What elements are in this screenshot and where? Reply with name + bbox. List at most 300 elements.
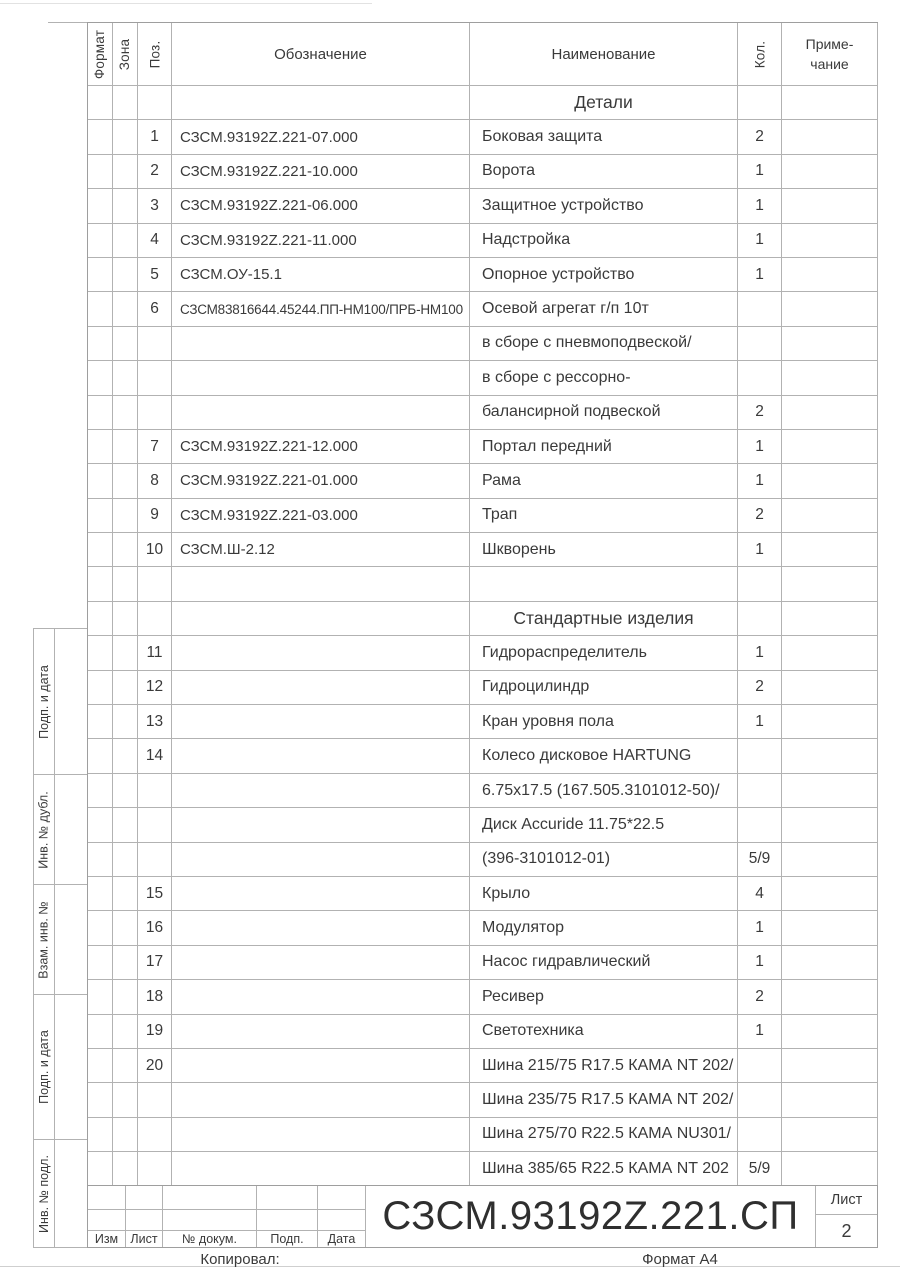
cell-name: Трап bbox=[470, 499, 738, 533]
cell-note bbox=[782, 980, 878, 1014]
cell-designation: СЗСМ.Ш-2.12 bbox=[172, 533, 470, 567]
cell-designation bbox=[172, 86, 470, 120]
cell-zone bbox=[113, 189, 138, 223]
cell-note bbox=[782, 636, 878, 670]
table-row bbox=[88, 430, 878, 464]
format-label: Формат А4 bbox=[642, 1251, 718, 1268]
strip-label-cell bbox=[34, 629, 55, 774]
cell-pos: 12 bbox=[138, 671, 172, 705]
cell-designation: СЗСМ.93192Z.221-03.000 bbox=[172, 499, 470, 533]
header-designation-label: Обозначение bbox=[274, 45, 367, 63]
cell-zone bbox=[113, 86, 138, 120]
table-row bbox=[88, 808, 878, 842]
table-row bbox=[88, 327, 878, 361]
cell-zone bbox=[113, 843, 138, 877]
cell-note bbox=[782, 739, 878, 773]
cell-note bbox=[782, 396, 878, 430]
cell-qty bbox=[738, 1118, 782, 1152]
cell-format bbox=[88, 120, 113, 154]
cell-name: 6.75x17.5 (167.505.3101012-50)/ bbox=[470, 774, 738, 808]
cell-format bbox=[88, 189, 113, 223]
cell-zone bbox=[113, 361, 138, 395]
section-header-row bbox=[88, 602, 878, 636]
header-format-label: Формат bbox=[92, 29, 108, 79]
cell-designation bbox=[172, 327, 470, 361]
header-pos bbox=[138, 23, 172, 86]
header-note-line1: Приме- bbox=[805, 35, 854, 52]
cell-zone bbox=[113, 1083, 138, 1117]
cell-zone bbox=[113, 430, 138, 464]
strip-empty-cell bbox=[55, 629, 87, 774]
header-zone bbox=[113, 23, 138, 86]
cell-designation bbox=[172, 705, 470, 739]
cell-note bbox=[782, 155, 878, 189]
cell-name: Портал передний bbox=[470, 430, 738, 464]
cell-designation bbox=[172, 1152, 470, 1186]
cell-zone bbox=[113, 120, 138, 154]
strip-label-text: Инв. № подл. bbox=[37, 1154, 51, 1233]
cell-pos: 5 bbox=[138, 258, 172, 292]
cell-qty: 4 bbox=[738, 877, 782, 911]
cell-qty bbox=[738, 86, 782, 120]
cell-qty: 1 bbox=[738, 224, 782, 258]
strip-box-inv-n-dubl bbox=[34, 775, 87, 885]
revision-cell bbox=[126, 1186, 163, 1210]
cell-designation: СЗСМ83816644.45244.ПП-НМ100/ПРБ-НМ100 bbox=[172, 292, 470, 326]
cell-name: Шина 215/75 R17.5 КАМА NT 202/ bbox=[470, 1049, 738, 1083]
table-top-border-stub bbox=[48, 22, 87, 23]
cell-qty: 1 bbox=[738, 533, 782, 567]
cell-designation bbox=[172, 1049, 470, 1083]
cell-pos: 1 bbox=[138, 120, 172, 154]
cell-note bbox=[782, 705, 878, 739]
cell-note bbox=[782, 1152, 878, 1186]
cell-designation bbox=[172, 980, 470, 1014]
cell-format bbox=[88, 327, 113, 361]
table-row bbox=[88, 980, 878, 1014]
cell-name: в сборе с пневмоподвеской/ bbox=[470, 327, 738, 361]
cell-name: Боковая защита bbox=[470, 120, 738, 154]
column-label-n-dokum: № докум. bbox=[163, 1231, 257, 1247]
table-row bbox=[88, 636, 878, 670]
table-row bbox=[88, 499, 878, 533]
cell-note bbox=[782, 911, 878, 945]
cell-name: Надстройка bbox=[470, 224, 738, 258]
column-label-list: Лист bbox=[126, 1231, 163, 1247]
copied-by-label: Копировал: bbox=[200, 1251, 280, 1268]
cell-note bbox=[782, 808, 878, 842]
cell-name: Колесо дисковое HARTUNG bbox=[470, 739, 738, 773]
cell-note bbox=[782, 292, 878, 326]
cell-zone bbox=[113, 774, 138, 808]
cell-zone bbox=[113, 980, 138, 1014]
cell-format bbox=[88, 602, 113, 636]
cell-designation bbox=[172, 1015, 470, 1049]
cell-format bbox=[88, 396, 113, 430]
table-row bbox=[88, 292, 878, 326]
cell-pos bbox=[138, 602, 172, 636]
cell-designation: СЗСМ.93192Z.221-12.000 bbox=[172, 430, 470, 464]
cell-name: (396-3101012-01) bbox=[470, 843, 738, 877]
strip-box-inv-n-podl bbox=[34, 1140, 87, 1247]
cell-pos: 2 bbox=[138, 155, 172, 189]
cell-pos: 8 bbox=[138, 464, 172, 498]
cell-format bbox=[88, 258, 113, 292]
cell-note bbox=[782, 327, 878, 361]
revision-cell bbox=[257, 1210, 318, 1231]
cell-qty: 1 bbox=[738, 155, 782, 189]
strip-label-text: Подп. и дата bbox=[37, 664, 52, 739]
cell-designation: СЗСМ.93192Z.221-06.000 bbox=[172, 189, 470, 223]
cell-pos bbox=[138, 567, 172, 601]
header-qty-label: Кол. bbox=[751, 40, 767, 68]
cell-name: Диск Accuride 11.75*22.5 bbox=[470, 808, 738, 842]
table-row bbox=[88, 1015, 878, 1049]
cell-zone bbox=[113, 602, 138, 636]
cell-note bbox=[782, 1083, 878, 1117]
revision-cell bbox=[257, 1186, 318, 1210]
header-name bbox=[470, 23, 738, 86]
cell-zone bbox=[113, 464, 138, 498]
cell-designation bbox=[172, 602, 470, 636]
cell-designation: СЗСМ.93192Z.221-10.000 bbox=[172, 155, 470, 189]
cell-name: Шина 275/70 R22.5 КАМА NU301/ bbox=[470, 1118, 738, 1152]
table-row bbox=[88, 1083, 878, 1117]
cell-note bbox=[782, 843, 878, 877]
cell-qty: 1 bbox=[738, 189, 782, 223]
cell-zone bbox=[113, 292, 138, 326]
cell-zone bbox=[113, 1049, 138, 1083]
cell-format bbox=[88, 843, 113, 877]
cell-name: Ресивер bbox=[470, 980, 738, 1014]
cell-pos: 6 bbox=[138, 292, 172, 326]
cell-format bbox=[88, 499, 113, 533]
cell-pos: 20 bbox=[138, 1049, 172, 1083]
cell-qty bbox=[738, 361, 782, 395]
strip-empty-cell bbox=[55, 775, 87, 884]
cell-qty: 1 bbox=[738, 911, 782, 945]
cell-zone bbox=[113, 499, 138, 533]
cell-qty: 1 bbox=[738, 430, 782, 464]
cell-designation bbox=[172, 843, 470, 877]
cell-qty: 1 bbox=[738, 1015, 782, 1049]
cell-pos bbox=[138, 808, 172, 842]
cell-note bbox=[782, 1118, 878, 1152]
cell-pos: 16 bbox=[138, 911, 172, 945]
cell-zone bbox=[113, 739, 138, 773]
table-row bbox=[88, 396, 878, 430]
cell-designation bbox=[172, 567, 470, 601]
strip-label-cell bbox=[34, 775, 55, 884]
cell-designation bbox=[172, 808, 470, 842]
cell-name: Светотехника bbox=[470, 1015, 738, 1049]
page-edge-artifact-top bbox=[0, 3, 372, 4]
revision-cell bbox=[318, 1186, 366, 1210]
cell-zone bbox=[113, 567, 138, 601]
cell-designation bbox=[172, 877, 470, 911]
cell-pos: 18 bbox=[138, 980, 172, 1014]
cell-note bbox=[782, 224, 878, 258]
cell-designation: СЗСМ.93192Z.221-01.000 bbox=[172, 464, 470, 498]
table-row bbox=[88, 567, 878, 601]
cell-qty: 2 bbox=[738, 120, 782, 154]
cell-designation bbox=[172, 739, 470, 773]
cell-name: Модулятор bbox=[470, 911, 738, 945]
cell-qty bbox=[738, 808, 782, 842]
cell-zone bbox=[113, 1015, 138, 1049]
cell-zone bbox=[113, 671, 138, 705]
cell-format bbox=[88, 1015, 113, 1049]
cell-designation bbox=[172, 396, 470, 430]
cell-format bbox=[88, 533, 113, 567]
column-label-izm: Изм bbox=[88, 1231, 126, 1247]
cell-format bbox=[88, 739, 113, 773]
spec-table bbox=[87, 22, 878, 1187]
cell-designation bbox=[172, 1118, 470, 1152]
cell-designation bbox=[172, 361, 470, 395]
cell-zone bbox=[113, 808, 138, 842]
column-label-data: Дата bbox=[318, 1231, 366, 1247]
header-note-label bbox=[806, 34, 854, 75]
table-row bbox=[88, 155, 878, 189]
table-row bbox=[88, 877, 878, 911]
cell-pos bbox=[138, 843, 172, 877]
cell-pos: 11 bbox=[138, 636, 172, 670]
cell-zone bbox=[113, 327, 138, 361]
spec-table-body bbox=[88, 86, 878, 1187]
cell-pos bbox=[138, 1152, 172, 1186]
cell-note bbox=[782, 430, 878, 464]
cell-format bbox=[88, 224, 113, 258]
spec-table-header bbox=[88, 23, 878, 86]
table-row bbox=[88, 946, 878, 980]
cell-zone bbox=[113, 705, 138, 739]
cell-note bbox=[782, 499, 878, 533]
cell-name: Шкворень bbox=[470, 533, 738, 567]
cell-qty: 2 bbox=[738, 980, 782, 1014]
cell-qty bbox=[738, 602, 782, 636]
table-row bbox=[88, 774, 878, 808]
cell-note bbox=[782, 774, 878, 808]
section-header-row bbox=[88, 86, 878, 120]
cell-zone bbox=[113, 636, 138, 670]
cell-zone bbox=[113, 533, 138, 567]
cell-zone bbox=[113, 877, 138, 911]
cell-pos: 10 bbox=[138, 533, 172, 567]
cell-pos: 3 bbox=[138, 189, 172, 223]
strip-box-vzam-inv-n bbox=[34, 885, 87, 995]
cell-format bbox=[88, 808, 113, 842]
cell-pos: 13 bbox=[138, 705, 172, 739]
cell-note bbox=[782, 946, 878, 980]
cell-format bbox=[88, 292, 113, 326]
cell-note bbox=[782, 258, 878, 292]
sheet-number: 2 bbox=[841, 1220, 852, 1241]
cell-format bbox=[88, 361, 113, 395]
header-name-label: Наименование bbox=[551, 45, 656, 63]
cell-zone bbox=[113, 946, 138, 980]
cell-note bbox=[782, 533, 878, 567]
cell-name: балансирной подвеской bbox=[470, 396, 738, 430]
document-number: СЗСМ.93192Z.221.СП bbox=[366, 1186, 816, 1247]
cell-pos bbox=[138, 1118, 172, 1152]
cell-format bbox=[88, 774, 113, 808]
cell-name bbox=[470, 567, 738, 601]
header-zone-label: Зона bbox=[117, 38, 133, 70]
cell-format bbox=[88, 430, 113, 464]
cell-zone bbox=[113, 155, 138, 189]
header-qty bbox=[738, 23, 782, 86]
cell-qty bbox=[738, 567, 782, 601]
cell-format bbox=[88, 86, 113, 120]
header-designation bbox=[172, 23, 470, 86]
cell-format bbox=[88, 636, 113, 670]
cell-pos bbox=[138, 1083, 172, 1117]
cell-zone bbox=[113, 1152, 138, 1186]
cell-note bbox=[782, 189, 878, 223]
cell-zone bbox=[113, 1118, 138, 1152]
cell-qty: 1 bbox=[738, 464, 782, 498]
table-row bbox=[88, 705, 878, 739]
cell-designation: СЗСМ.93192Z.221-11.000 bbox=[172, 224, 470, 258]
cell-designation bbox=[172, 946, 470, 980]
cell-pos: 9 bbox=[138, 499, 172, 533]
cell-pos: 19 bbox=[138, 1015, 172, 1049]
cell-name: Осевой агрегат г/п 10т bbox=[470, 292, 738, 326]
cell-format bbox=[88, 911, 113, 945]
cell-pos: 14 bbox=[138, 739, 172, 773]
cell-qty bbox=[738, 327, 782, 361]
strip-box-podp-i-data-2 bbox=[34, 995, 87, 1140]
cell-format bbox=[88, 155, 113, 189]
cell-designation bbox=[172, 636, 470, 670]
revision-cell bbox=[163, 1210, 257, 1231]
cell-note bbox=[782, 361, 878, 395]
table-row bbox=[88, 224, 878, 258]
cell-format bbox=[88, 1049, 113, 1083]
cell-format bbox=[88, 946, 113, 980]
strip-empty-cell bbox=[55, 995, 87, 1139]
strip-label-text: Взам. инв. № bbox=[37, 900, 52, 979]
cell-qty: 1 bbox=[738, 258, 782, 292]
left-attribute-strip bbox=[33, 628, 88, 1248]
cell-qty: 5/9 bbox=[738, 843, 782, 877]
cell-designation bbox=[172, 911, 470, 945]
cell-qty: 2 bbox=[738, 499, 782, 533]
revision-cell bbox=[88, 1210, 126, 1231]
cell-note bbox=[782, 602, 878, 636]
cell-pos bbox=[138, 396, 172, 430]
cell-qty: 1 bbox=[738, 636, 782, 670]
cell-format bbox=[88, 567, 113, 601]
cell-name: Детали bbox=[470, 86, 738, 120]
cell-designation bbox=[172, 1083, 470, 1117]
header-note-line2: чание bbox=[810, 56, 849, 72]
table-row bbox=[88, 533, 878, 567]
table-row bbox=[88, 739, 878, 773]
strip-label-cell bbox=[34, 885, 55, 994]
cell-name: Кран уровня пола bbox=[470, 705, 738, 739]
cell-qty bbox=[738, 292, 782, 326]
revision-cell bbox=[88, 1186, 126, 1210]
cell-pos bbox=[138, 86, 172, 120]
revision-cell bbox=[318, 1210, 366, 1231]
sheet-cell bbox=[816, 1186, 877, 1247]
header-pos-label: Поз. bbox=[147, 40, 162, 68]
cell-qty: 5/9 bbox=[738, 1152, 782, 1186]
cell-designation bbox=[172, 774, 470, 808]
strip-empty-cell bbox=[55, 1140, 87, 1247]
cell-pos bbox=[138, 774, 172, 808]
cell-qty bbox=[738, 1083, 782, 1117]
cell-format bbox=[88, 1152, 113, 1186]
strip-label-cell bbox=[34, 995, 55, 1139]
cell-pos: 4 bbox=[138, 224, 172, 258]
strip-label-cell bbox=[34, 1140, 55, 1247]
sheet-label: Лист bbox=[816, 1186, 877, 1215]
cell-name: Крыло bbox=[470, 877, 738, 911]
cell-note bbox=[782, 671, 878, 705]
cell-qty bbox=[738, 1049, 782, 1083]
cell-note bbox=[782, 1015, 878, 1049]
cell-qty bbox=[738, 739, 782, 773]
strip-label-text: Подп. и дата bbox=[37, 1030, 52, 1104]
table-row bbox=[88, 1118, 878, 1152]
column-label-podp: Подп. bbox=[257, 1231, 318, 1247]
cell-note bbox=[782, 464, 878, 498]
header-note bbox=[782, 23, 878, 86]
cell-name: Шина 235/75 R17.5 КАМА NT 202/ bbox=[470, 1083, 738, 1117]
cell-qty: 2 bbox=[738, 396, 782, 430]
cell-name: в сборе с рессорно- bbox=[470, 361, 738, 395]
strip-label-text: Инв. № дубл. bbox=[37, 790, 51, 869]
cell-note bbox=[782, 877, 878, 911]
strip-box-podp-i-data-1 bbox=[34, 629, 87, 775]
cell-qty bbox=[738, 774, 782, 808]
table-row bbox=[88, 843, 878, 877]
cell-designation bbox=[172, 671, 470, 705]
cell-name: Стандартные изделия bbox=[470, 602, 738, 636]
cell-designation: СЗСМ.93192Z.221-07.000 bbox=[172, 120, 470, 154]
cell-designation: СЗСМ.ОУ-15.1 bbox=[172, 258, 470, 292]
cell-name: Рама bbox=[470, 464, 738, 498]
cell-note bbox=[782, 1049, 878, 1083]
table-row bbox=[88, 361, 878, 395]
cell-format bbox=[88, 464, 113, 498]
table-row bbox=[88, 120, 878, 154]
table-row bbox=[88, 258, 878, 292]
strip-empty-cell bbox=[55, 885, 87, 994]
cell-name: Гидроцилиндр bbox=[470, 671, 738, 705]
cell-zone bbox=[113, 224, 138, 258]
table-row bbox=[88, 464, 878, 498]
revision-cell bbox=[126, 1210, 163, 1231]
table-row bbox=[88, 911, 878, 945]
cell-pos: 7 bbox=[138, 430, 172, 464]
cell-format bbox=[88, 1083, 113, 1117]
cell-note bbox=[782, 86, 878, 120]
cell-qty: 1 bbox=[738, 705, 782, 739]
cell-format bbox=[88, 1118, 113, 1152]
table-row bbox=[88, 671, 878, 705]
cell-zone bbox=[113, 258, 138, 292]
cell-pos: 15 bbox=[138, 877, 172, 911]
cell-format bbox=[88, 877, 113, 911]
cell-name: Ворота bbox=[470, 155, 738, 189]
cell-format bbox=[88, 671, 113, 705]
header-format bbox=[88, 23, 113, 86]
cell-zone bbox=[113, 396, 138, 430]
